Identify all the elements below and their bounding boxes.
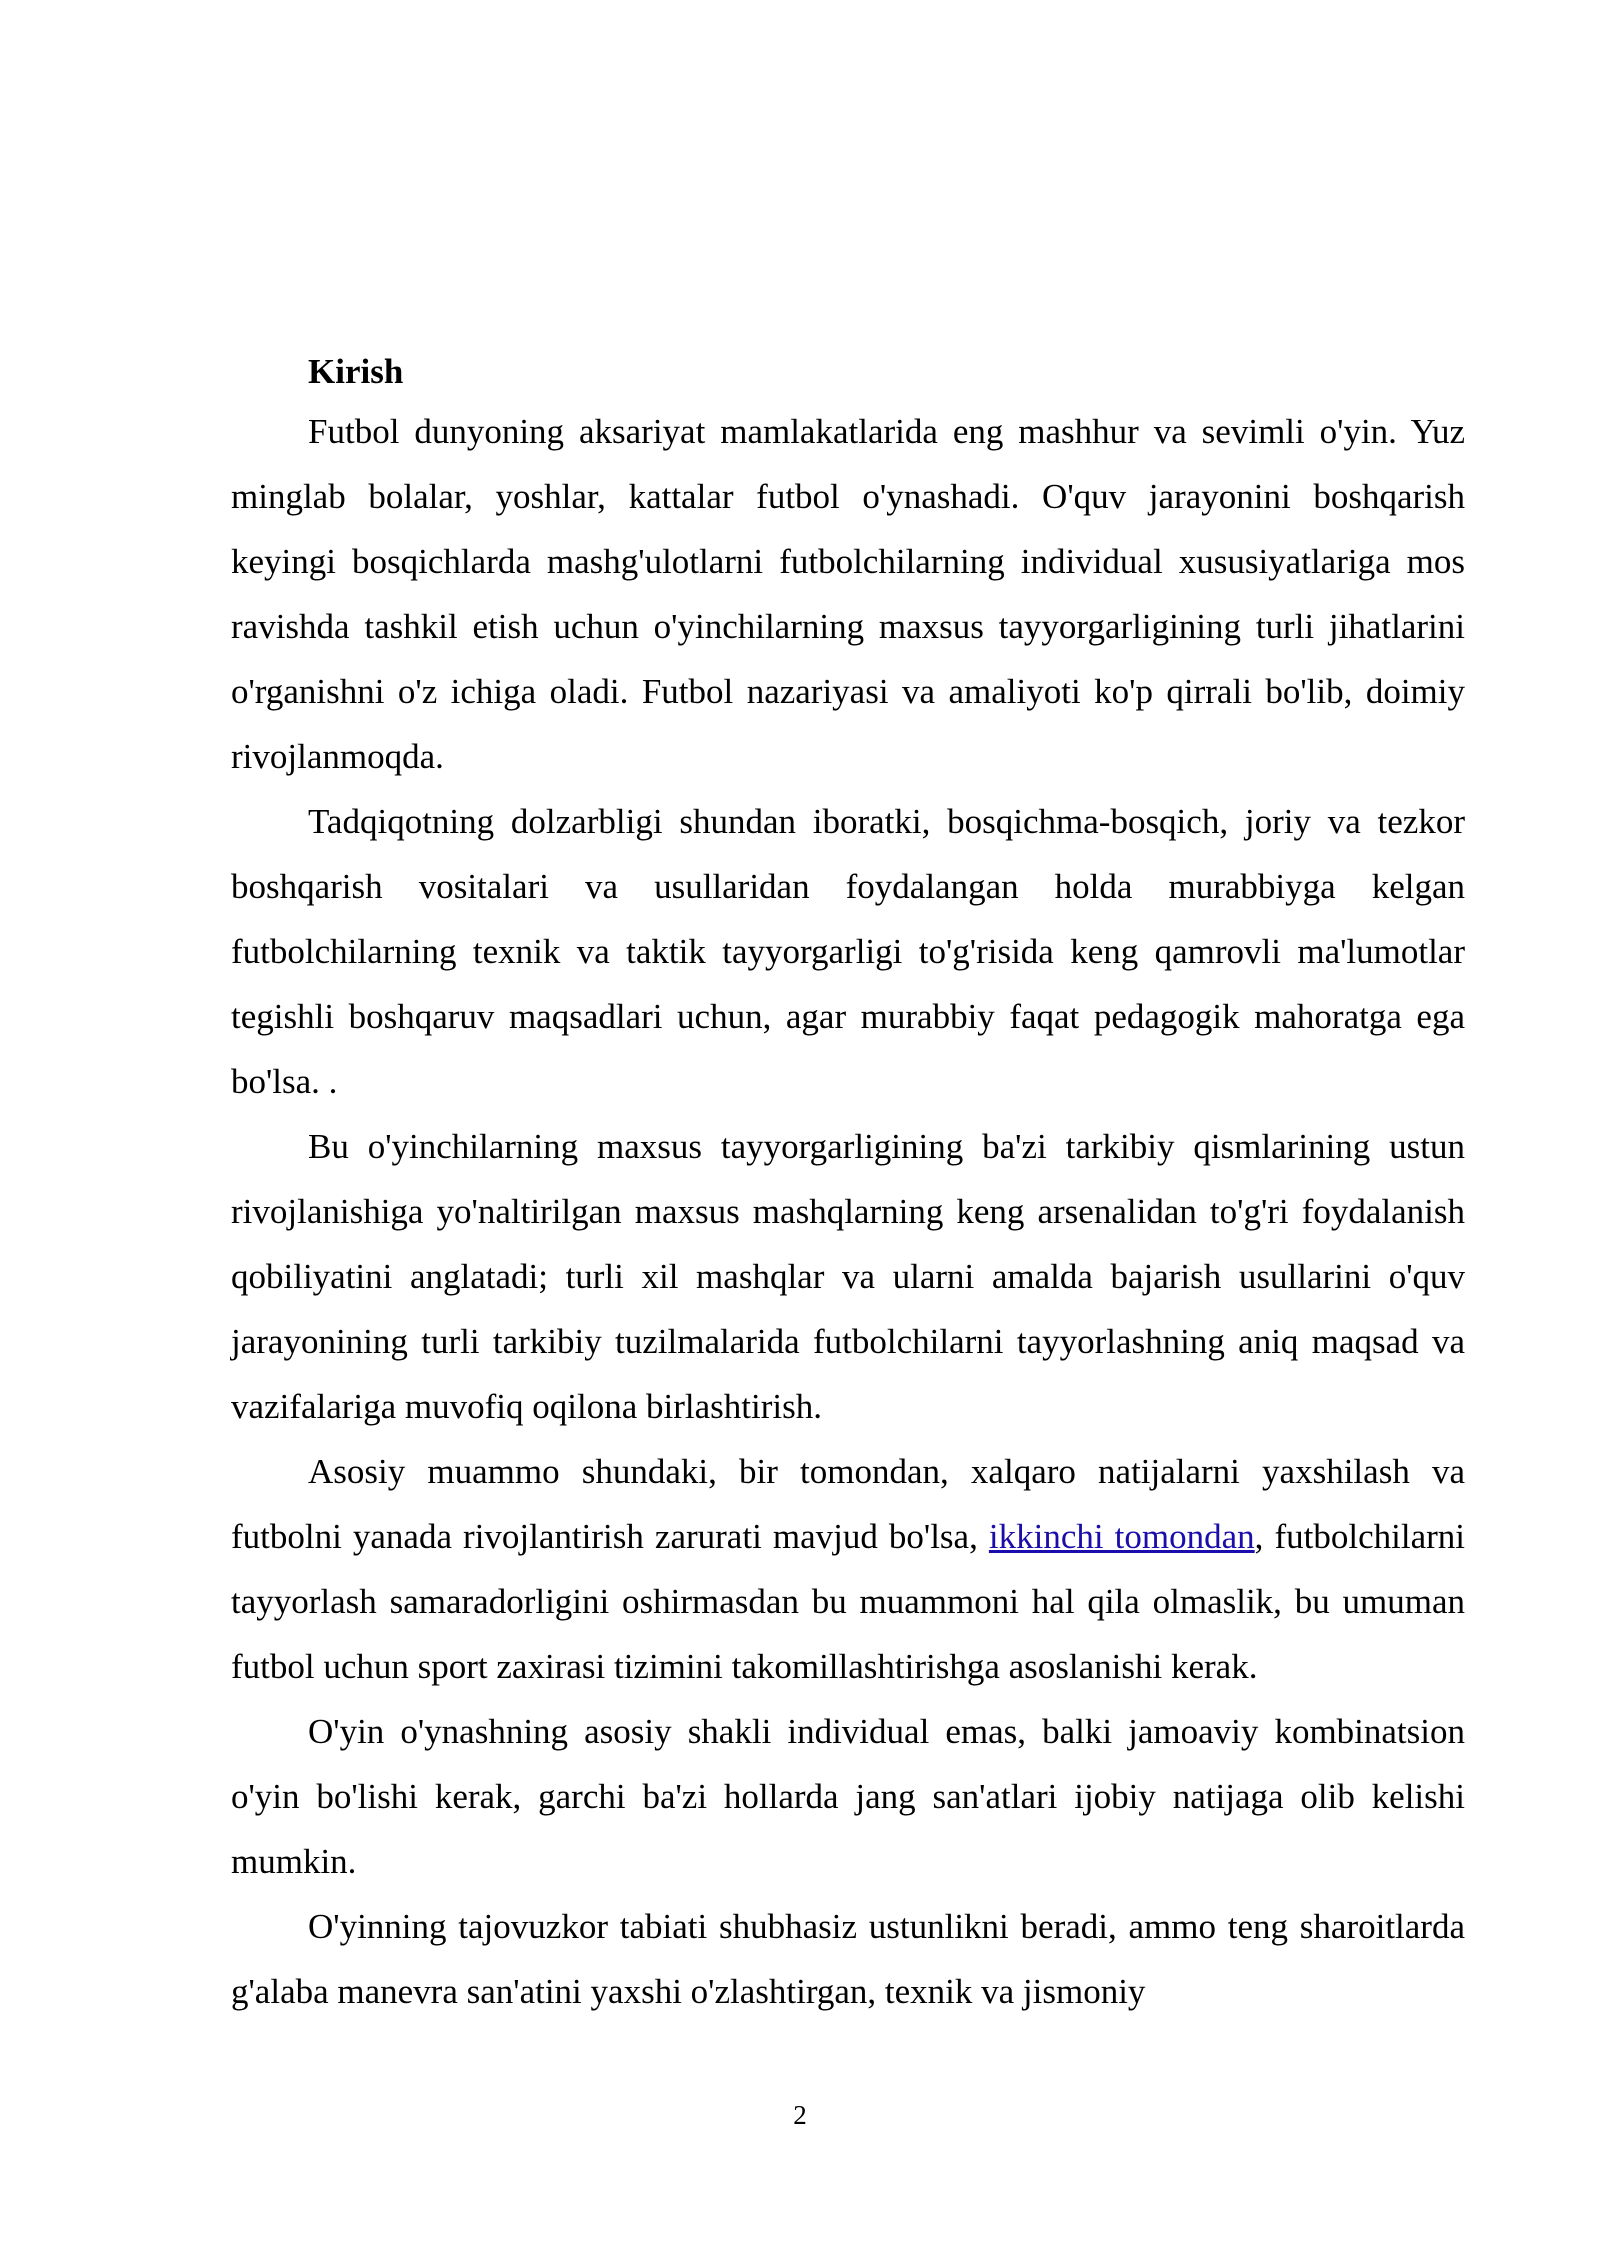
paragraph-6: O'yinning tajovuzkor tabiati shubhasiz ustunlikni beradi, ammo teng sharoitlarda g'alaba manevra san'atini yaxshi o'zlashtirgan, texnik va jismoniy xyxy=(231,1907,1465,2011)
paragraph-4-text-start: Asosiy muammo shundaki, bir tomondan, xalqaro natijalarni yaxshilash va futbolni yanada rivojlantirish zarurati mavjud bo'lsa, xyxy=(231,1452,1465,1556)
section-heading: Kirish xyxy=(308,352,404,391)
page-number: 2 xyxy=(793,2100,807,2130)
page-body xyxy=(231,345,1465,2024)
paragraph-2: Tadqiqotning dolzarbligi shundan iboratki, bosqichma-bosqich, joriy va tezkor boshqarish vositalari va usullaridan foydalangan holda murabbiyga kelgan futbolchilarning texnik va taktik tayyorgarligi to'g'risida keng qamrovli ma'lumotlar tegishli boshqaruv maqsadlari uchun, agar murabbiy faqat pedagogik mahoratga ega bo'lsa. . xyxy=(231,802,1465,1101)
paragraph-5: O'yin o'ynashning asosiy shakli individual emas, balki jamoaviy kombinatsion o'yin bo'lishi kerak, garchi ba'zi hollarda jang san'atlari ijobiy natijaga olib kelishi mumkin. xyxy=(231,1712,1465,1881)
paragraph-4-text-end: , futbolchilarni tayyorlash samaradorligini oshirmasdan bu muammoni hal qila olmaslik, bu umuman futbol uchun sport zaxirasi tizimini takomillashtirishga asoslanishi kerak. xyxy=(231,1517,1465,1686)
paragraph-3: Bu o'yinchilarning maxsus tayyorgarligining ba'zi tarkibiy qismlarining ustun rivojlanishiga yo'naltirilgan maxsus mashqlarning keng arsenalidan to'g'ri foydalanish qobiliyatini anglatadi; turli xil mashqlar va ularni amalda bajarish usullarini o'quv jarayonining turli tarkibiy tuzilmalarida futbolchilarni tayyorlashning aniq maqsad va vazifalariga muvofiq oqilona birlashtirish. xyxy=(231,1127,1465,1426)
paragraph-4 xyxy=(231,1439,1465,1699)
paragraph-1: Futbol dunyoning aksariyat mamlakatlarida eng mashhur va sevimli o'yin. Yuz minglab bolalar, yoshlar, kattalar futbol o'ynashadi. O'quv jarayonini boshqarish keyingi bosqichlarda mashg'ulotlarni futbolchilarning individual xususiyatlariga mos ravishda tashkil etish uchun o'yinchilarning maxsus tayyorgarligining turli jihatlarini o'rganishni o'z ichiga oladi. Futbol nazariyasi va amaliyoti ko'p qirrali bo'lib, doimiy rivojlanmoqda. xyxy=(231,412,1465,776)
inline-link-ikkinchi-tomondan[interactable]: ikkinchi tomondan xyxy=(988,1517,1255,1556)
